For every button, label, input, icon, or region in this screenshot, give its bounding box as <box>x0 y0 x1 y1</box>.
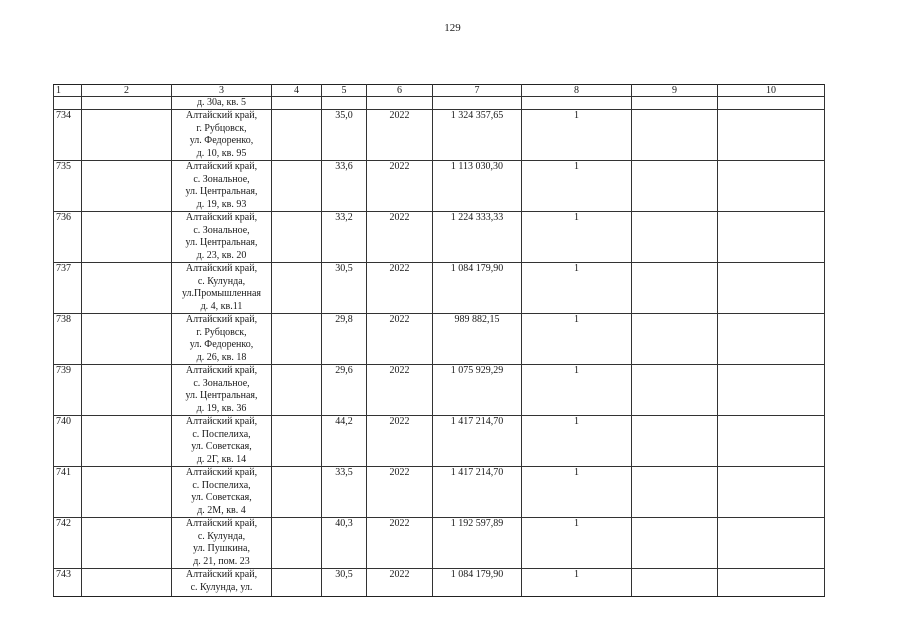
address-line: ул. Пушкина, <box>193 543 250 554</box>
row-number-cell: 735 <box>54 161 82 212</box>
address-line: ул. Центральная, <box>185 390 258 401</box>
table-cell <box>82 212 172 263</box>
address-line: с. Кулунда, <box>197 530 246 542</box>
address-cell <box>172 467 272 518</box>
year-cell: 2022 <box>367 263 433 314</box>
table-row <box>54 365 825 416</box>
row-number-cell: 739 <box>54 365 82 416</box>
header-cell: 6 <box>367 85 433 97</box>
table-row <box>54 110 825 161</box>
amount-cell: 1 084 179,90 <box>433 569 522 597</box>
table-cell <box>272 263 322 314</box>
header-cell: 4 <box>272 85 322 97</box>
table-cell <box>632 365 718 416</box>
address-line: Алтайский край, <box>185 569 258 580</box>
amount-cell: 1 084 179,90 <box>433 263 522 314</box>
table-cell <box>718 161 825 212</box>
table-row <box>54 467 825 518</box>
address-line: Алтайский край, <box>185 161 258 172</box>
area-cell: 29,6 <box>322 365 367 416</box>
year-cell: 2022 <box>367 212 433 263</box>
address-line: с. Поспелиха, <box>192 479 251 491</box>
table-cell <box>272 161 322 212</box>
amount-cell: 1 324 357,65 <box>433 110 522 161</box>
table-cell <box>82 518 172 569</box>
table-cell <box>718 518 825 569</box>
address-line: Алтайский край, <box>185 212 258 223</box>
count-cell: 1 <box>522 416 632 467</box>
address-line: Алтайский край, <box>185 365 258 376</box>
table-cell <box>272 110 322 161</box>
header-cell: 9 <box>632 85 718 97</box>
address-line: д. 2Г, кв. 14 <box>196 453 247 465</box>
table-cell <box>82 97 172 110</box>
table-cell <box>632 416 718 467</box>
table-cell <box>82 467 172 518</box>
count-cell: 1 <box>522 518 632 569</box>
address-line: Алтайский край, <box>185 416 258 427</box>
count-cell: 1 <box>522 263 632 314</box>
table-row <box>54 161 825 212</box>
address-line: г. Рубцовск, <box>196 326 247 338</box>
amount-cell: 1 192 597,89 <box>433 518 522 569</box>
address-cell: д. 30а, кв. 5 <box>172 97 272 110</box>
table-cell <box>82 416 172 467</box>
year-cell: 2022 <box>367 569 433 597</box>
address-line: ул. Центральная, <box>185 237 258 248</box>
count-cell: 1 <box>522 569 632 597</box>
row-number-cell: 743 <box>54 569 82 597</box>
year-cell: 2022 <box>367 314 433 365</box>
address-cell <box>172 263 272 314</box>
table-cell <box>632 518 718 569</box>
amount-cell: 1 417 214,70 <box>433 467 522 518</box>
address-line: ул. Федоренко, <box>189 135 254 146</box>
address-line: Алтайский край, <box>185 263 258 274</box>
address-cell <box>172 212 272 263</box>
amount-cell: 1 113 030,30 <box>433 161 522 212</box>
year-cell: 2022 <box>367 365 433 416</box>
table-cell <box>718 467 825 518</box>
area-cell: 40,3 <box>322 518 367 569</box>
table-cell <box>367 97 433 110</box>
year-cell: 2022 <box>367 161 433 212</box>
amount-cell: 1 075 929,29 <box>433 365 522 416</box>
address-line: Алтайский край, <box>185 467 258 478</box>
address-line: с. Зональное, <box>193 173 250 185</box>
address-line: д. 19, кв. 36 <box>196 402 247 414</box>
year-cell: 2022 <box>367 518 433 569</box>
address-line: д. 10, кв. 95 <box>196 147 247 159</box>
address-line: д. 26, кв. 18 <box>196 351 247 363</box>
property-register-table <box>53 84 825 597</box>
table-cell <box>632 314 718 365</box>
continuation-row <box>54 97 825 110</box>
header-cell: 8 <box>522 85 632 97</box>
address-line: д. 19, кв. 93 <box>196 198 247 210</box>
table-cell <box>718 212 825 263</box>
address-cell <box>172 314 272 365</box>
area-cell: 33,6 <box>322 161 367 212</box>
amount-cell: 1 224 333,33 <box>433 212 522 263</box>
address-line: ул.Промышленная <box>182 288 261 299</box>
table-cell <box>272 314 322 365</box>
table-cell <box>718 314 825 365</box>
count-cell: 1 <box>522 161 632 212</box>
page-number: 129 <box>444 22 461 34</box>
table-cell <box>272 569 322 597</box>
table-row <box>54 569 825 597</box>
area-cell: 33,5 <box>322 467 367 518</box>
row-number-cell: 734 <box>54 110 82 161</box>
address-line: д. 21, пом. 23 <box>193 555 250 567</box>
table-row <box>54 314 825 365</box>
count-cell: 1 <box>522 467 632 518</box>
table-cell <box>632 569 718 597</box>
table-cell <box>632 97 718 110</box>
count-cell: 1 <box>522 314 632 365</box>
table-cell <box>82 161 172 212</box>
address-cell <box>172 569 272 597</box>
table-cell <box>632 467 718 518</box>
address-cell <box>172 518 272 569</box>
address-line: с. Кулунда, <box>197 275 246 287</box>
header-cell: 1 <box>54 85 82 97</box>
area-cell: 30,5 <box>322 263 367 314</box>
year-cell: 2022 <box>367 467 433 518</box>
address-cell <box>172 365 272 416</box>
address-line: ул. Советская, <box>191 492 252 503</box>
table-cell <box>632 212 718 263</box>
address-line: Алтайский край, <box>185 518 258 529</box>
address-line: д. 2М, кв. 4 <box>197 504 246 516</box>
area-cell: 44,2 <box>322 416 367 467</box>
table-cell <box>54 97 82 110</box>
table-row <box>54 518 825 569</box>
table-row <box>54 263 825 314</box>
table-cell <box>82 263 172 314</box>
table-cell <box>272 212 322 263</box>
year-cell: 2022 <box>367 110 433 161</box>
address-line: с. Зональное, <box>193 224 250 236</box>
address-line: с. Поспелиха, <box>192 428 251 440</box>
table-row <box>54 416 825 467</box>
row-number-cell: 740 <box>54 416 82 467</box>
table-cell <box>82 314 172 365</box>
table-cell <box>322 97 367 110</box>
header-cell: 7 <box>433 85 522 97</box>
address-line: Алтайский край, <box>185 110 258 121</box>
address-cell <box>172 161 272 212</box>
header-cell: 2 <box>82 85 172 97</box>
address-line: ул. Федоренко, <box>189 339 254 350</box>
table-row <box>54 212 825 263</box>
address-cell <box>172 110 272 161</box>
address-line: с. Зональное, <box>193 377 250 389</box>
row-number-cell: 737 <box>54 263 82 314</box>
header-cell: 10 <box>718 85 825 97</box>
address-line: г. Рубцовск, <box>196 122 247 134</box>
table-cell <box>272 97 322 110</box>
area-cell: 30,5 <box>322 569 367 597</box>
table-cell <box>82 569 172 597</box>
table-cell <box>632 263 718 314</box>
address-line: ул. Советская, <box>191 441 252 452</box>
area-cell: 29,8 <box>322 314 367 365</box>
table-cell <box>82 365 172 416</box>
count-cell: 1 <box>522 365 632 416</box>
amount-cell: 1 417 214,70 <box>433 416 522 467</box>
table-cell <box>272 467 322 518</box>
table-cell <box>718 263 825 314</box>
count-cell: 1 <box>522 212 632 263</box>
address-line: Алтайский край, <box>185 314 258 325</box>
table-cell <box>718 110 825 161</box>
table-cell <box>632 161 718 212</box>
address-cell <box>172 416 272 467</box>
table-cell <box>718 97 825 110</box>
table-cell <box>718 365 825 416</box>
table-cell <box>718 569 825 597</box>
address-line: ул. Центральная, <box>185 186 258 197</box>
header-cell: 3 <box>172 85 272 97</box>
table-cell <box>718 416 825 467</box>
table-body <box>54 85 825 597</box>
row-number-cell: 741 <box>54 467 82 518</box>
address-line: с. Кулунда, ул. <box>190 581 253 593</box>
table-cell <box>632 110 718 161</box>
amount-cell: 989 882,15 <box>433 314 522 365</box>
year-cell: 2022 <box>367 416 433 467</box>
row-number-cell: 736 <box>54 212 82 263</box>
address-line: д. 23, кв. 20 <box>196 249 247 261</box>
area-cell: 35,0 <box>322 110 367 161</box>
table-cell <box>82 110 172 161</box>
table-cell <box>272 518 322 569</box>
column-number-header-row <box>54 85 825 97</box>
count-cell: 1 <box>522 110 632 161</box>
table-cell <box>272 365 322 416</box>
row-number-cell: 738 <box>54 314 82 365</box>
table-cell <box>522 97 632 110</box>
table-cell <box>433 97 522 110</box>
row-number-cell: 742 <box>54 518 82 569</box>
area-cell: 33,2 <box>322 212 367 263</box>
address-line: д. 4, кв.11 <box>200 300 243 312</box>
table-cell <box>272 416 322 467</box>
header-cell: 5 <box>322 85 367 97</box>
